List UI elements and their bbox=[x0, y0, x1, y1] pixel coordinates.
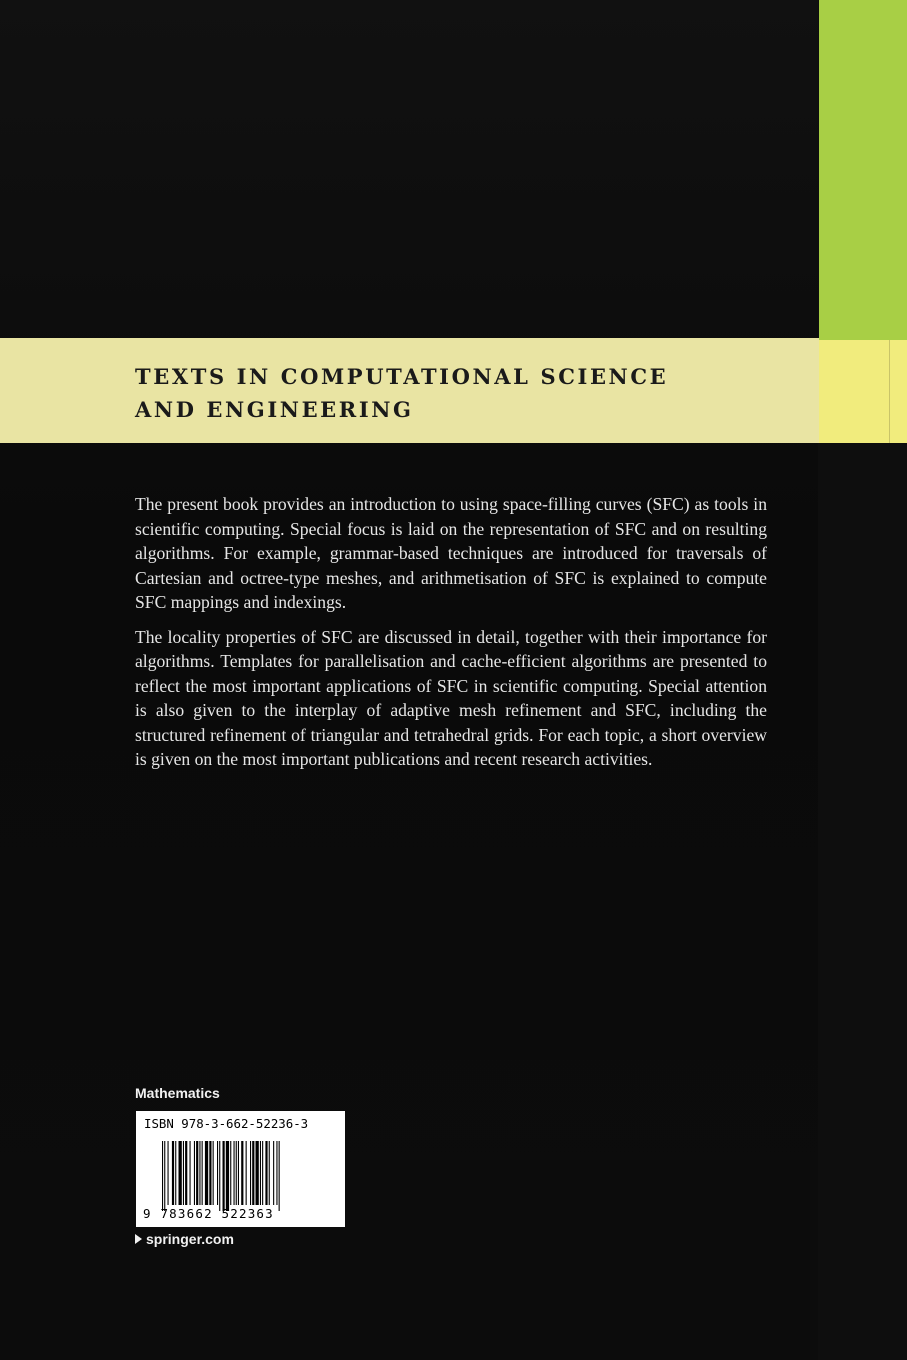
barcode-bar bbox=[209, 1141, 211, 1205]
barcode-bar bbox=[223, 1141, 225, 1211]
barcode-bar bbox=[205, 1141, 208, 1205]
barcode-bar bbox=[179, 1141, 182, 1205]
barcode-bar bbox=[199, 1141, 200, 1205]
barcode-bar bbox=[226, 1141, 229, 1211]
barcode-bar bbox=[196, 1141, 198, 1205]
publisher-url: springer.com bbox=[146, 1231, 234, 1247]
barcode-bar bbox=[250, 1141, 251, 1205]
barcode-bar bbox=[279, 1141, 280, 1211]
barcode-bar bbox=[234, 1141, 235, 1205]
barcode-bar bbox=[246, 1141, 247, 1205]
barcode-bar bbox=[202, 1141, 203, 1205]
barcode-bar bbox=[190, 1141, 191, 1205]
barcode-bar bbox=[172, 1141, 174, 1205]
description-paragraph: The locality properties of SFC are discussed in detail, together with their importance for algorithms. Templates for parallelisation and cache-efficient algorithms are presented to reflect the most important applications of SFC in scientific computing. Special attention is also given to the interplay of adaptive mesh refinement and SFC, including the structured refinement of triangular and tetrahedral grids. For each topic, a short overview is given on the most important publications and recent research activities. bbox=[135, 626, 767, 769]
subject-category: Mathematics bbox=[135, 1085, 220, 1101]
barcode-bar bbox=[236, 1141, 237, 1205]
isbn-label: ISBN 978-3-662-52236-3 bbox=[144, 1116, 309, 1131]
publisher-link[interactable] bbox=[135, 1231, 234, 1247]
spine-green-strip bbox=[819, 0, 907, 340]
barcode-bar bbox=[262, 1141, 263, 1205]
book-description bbox=[135, 492, 767, 782]
description-paragraph: The present book provides an introduction to using space-filling curves (SFC) as tools in scientific computing. Special focus is laid on the representation of SFC and on resulting algorithms. For example, grammar-based techniques are introduced for traversals of Cartesian and octree-type meshes, and arithmetisation of SFC is explained to compute SFC mappings and indexings. bbox=[135, 494, 767, 612]
barcode-bar bbox=[269, 1141, 270, 1205]
barcode-bar bbox=[230, 1141, 231, 1205]
barcode-bar bbox=[265, 1141, 267, 1205]
barcode-bar bbox=[168, 1141, 169, 1205]
barcode-bar bbox=[162, 1141, 163, 1211]
series-title-line-1: TEXTS IN COMPUTATIONAL SCIENCE bbox=[135, 364, 669, 389]
barcode-bar bbox=[273, 1141, 274, 1205]
spine-yellow-strip bbox=[819, 340, 907, 443]
spine-fold-line bbox=[889, 340, 890, 443]
barcode-bar bbox=[213, 1141, 214, 1205]
barcode-bar bbox=[260, 1141, 261, 1205]
ean-digits: 9 783662 522363 bbox=[143, 1206, 274, 1221]
barcode-bar bbox=[185, 1141, 187, 1205]
barcode-bar bbox=[252, 1141, 254, 1205]
barcode-bar bbox=[238, 1141, 239, 1205]
barcode-bar bbox=[175, 1141, 176, 1205]
barcode-bar bbox=[194, 1141, 195, 1205]
barcode-bar bbox=[241, 1141, 243, 1205]
series-title bbox=[135, 360, 795, 426]
arrow-right-icon bbox=[135, 1234, 142, 1244]
series-title-line-2: AND ENGINEERING bbox=[135, 397, 414, 422]
isbn-barcode bbox=[136, 1111, 345, 1227]
barcode-bar bbox=[164, 1141, 165, 1211]
barcode-bar bbox=[256, 1141, 259, 1205]
barcode-bar bbox=[219, 1141, 220, 1211]
barcode-bar bbox=[217, 1141, 218, 1205]
barcode-bar bbox=[183, 1141, 184, 1205]
barcode-bar bbox=[276, 1141, 277, 1205]
